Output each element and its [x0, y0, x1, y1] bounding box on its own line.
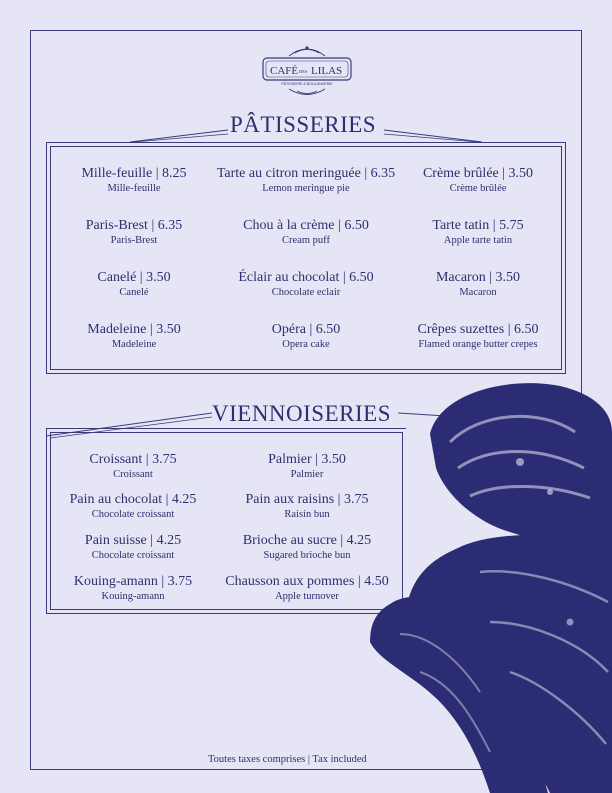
croissant-illustration	[370, 372, 612, 793]
menu-item-translation: Chocolate croissant	[91, 550, 175, 561]
menu-item-translation: Kouing-amann	[101, 591, 165, 602]
menu-item-name: Chausson aux pommes | 4.50	[225, 574, 389, 589]
patisserie-item	[432, 217, 523, 247]
patisserie-item	[87, 321, 180, 351]
svg-text:CAFÉ: CAFÉ	[270, 65, 299, 77]
patisserie-item	[243, 217, 369, 247]
viennoiserie-item	[89, 451, 176, 481]
patisserie-item	[272, 321, 341, 351]
svg-text:LILAS: LILAS	[311, 65, 343, 77]
patisserie-item	[97, 269, 170, 299]
menu-item-translation: Crème brûlée	[449, 183, 507, 194]
menu-item-translation: Macaron	[459, 287, 497, 298]
menu-item-translation: Canelé	[119, 287, 149, 298]
menu-item-name: Croissant | 3.75	[89, 452, 177, 467]
menu-item-name: Opéra | 6.50	[271, 322, 341, 337]
patisserie-item	[238, 269, 373, 299]
menu-item-translation: Croissant	[113, 469, 153, 480]
viennoiserie-item	[268, 451, 346, 481]
menu-item-name: Crème brûlée | 3.50	[422, 166, 534, 181]
viennoiserie-item	[70, 491, 197, 521]
menu-item-name: Macaron | 3.50	[435, 270, 521, 285]
viennoiserie-item	[85, 532, 181, 562]
menu-item-name: Paris-Brest | 6.35	[85, 218, 183, 233]
svg-text:DES: DES	[299, 69, 308, 74]
menu-item-name: Canelé | 3.50	[97, 270, 171, 285]
menu-item-translation: Lemon meringue pie	[262, 183, 350, 194]
svg-text:PÂTISSERIE & BOULANGERIE: PÂTISSERIE & BOULANGERIE	[281, 82, 333, 86]
cafe-logo-emblem	[259, 44, 355, 100]
menu-item-name: Kouing-amann | 3.75	[73, 574, 193, 589]
menu-item-translation: Opera cake	[282, 339, 330, 350]
menu-item-translation: Madeleine	[111, 339, 157, 350]
menu-item-translation: Flamed orange butter crepes	[418, 339, 538, 350]
menu-item-name: Tarte au citron meringuée | 6.35	[216, 166, 396, 181]
menu-item-name: Mille-feuille | 8.25	[81, 166, 187, 181]
patisserie-item	[436, 269, 520, 299]
menu-item-translation: Apple tarte tatin	[443, 235, 513, 246]
menu-item-name: Madeleine | 3.50	[87, 322, 181, 337]
menu-item-translation: Cream puff	[282, 235, 330, 246]
tax-note: Toutes taxes comprises | Tax included	[208, 754, 367, 765]
menu-item-name: Tarte tatin | 5.75	[432, 218, 524, 233]
patisserie-item	[217, 165, 395, 195]
patisserie-item	[81, 165, 186, 195]
menu-item-translation: Paris-Brest	[110, 235, 158, 246]
viennoiserie-item	[225, 573, 388, 603]
menu-item-name: Pain au chocolat | 4.25	[69, 492, 197, 507]
patisseries-title: PÂTISSERIES	[230, 112, 377, 137]
menu-item-translation: Sugared brioche bun	[263, 550, 351, 561]
menu-item-translation: Raisin bun	[284, 509, 330, 520]
viennoiseries-title: VIENNOISERIES	[212, 401, 391, 426]
menu-item-translation: Palmier	[290, 469, 324, 480]
patisserie-item	[418, 321, 539, 351]
patisserie-item	[423, 165, 533, 195]
menu-item-translation: Chocolate eclair	[271, 287, 341, 298]
menu-item-name: Chou à la crème | 6.50	[243, 218, 369, 233]
patisserie-item	[86, 217, 183, 247]
menu-item-name: Pain aux raisins | 3.75	[245, 492, 369, 507]
cafe-logo	[259, 44, 355, 100]
viennoiserie-item	[74, 573, 192, 603]
menu-item-translation: Mille-feuille	[107, 183, 161, 194]
menu-item-translation: Chocolate croissant	[91, 509, 175, 520]
viennoiserie-item	[243, 532, 371, 562]
menu-item-name: Crêpes suzettes | 6.50	[417, 322, 539, 337]
menu-item-name: Éclair au chocolat | 6.50	[238, 270, 374, 285]
menu-item-name: Palmier | 3.50	[268, 452, 346, 467]
menu-item-name: Pain suisse | 4.25	[84, 533, 182, 548]
viennoiserie-item	[246, 491, 369, 521]
menu-item-name: Brioche au sucre | 4.25	[242, 533, 372, 548]
menu-item-translation: Apple turnover	[275, 591, 339, 602]
